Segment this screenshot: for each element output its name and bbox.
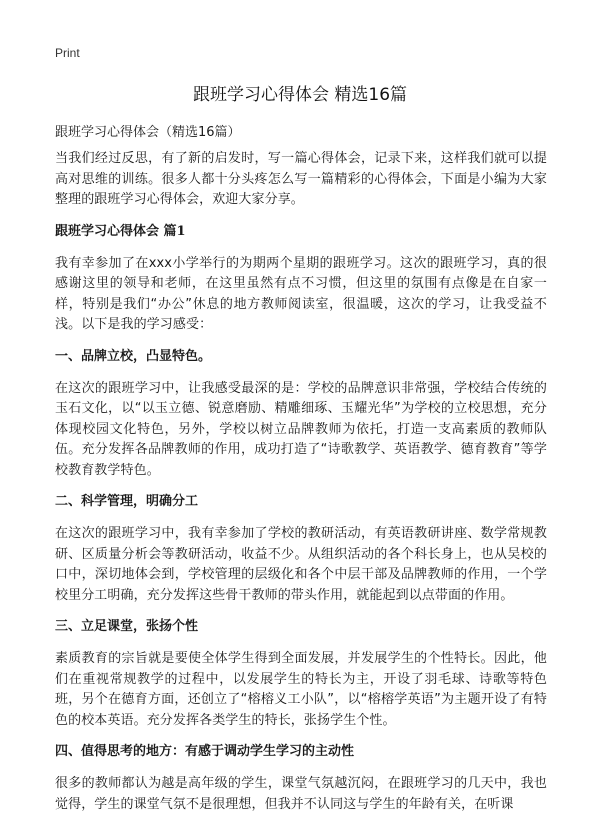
section-body-4: 很多的教师都认为越是高年级的学生，课堂气氛越沉闷，在跟班学习的几天中，我也觉得，学生的课堂气氛不是很理想，但我并不认同这与学生的年龄有关，在听课: [55, 776, 547, 812]
section-heading-3: 三、立足课堂，张扬个性: [55, 619, 199, 634]
section-heading-4: 四、值得思考的地方：有感于调动学生学习的主动性: [55, 744, 355, 759]
section-body-1: 在这次的跟班学习中，让我感受最深的是：学校的品牌意识非常强，学校结合传统的玉石文化，以“以玉立德、锐意磨励、精雕细琢、玉耀光华”为学校的立校思想，充分体现校园文化特色，另外，学校以树立品牌教师为依托，打造一支高素质的教师队伍。充分发挥各品牌教师的作用，成功打造了“诗歌教学、英语教学、德育教育”等学校教育教学特色。: [55, 380, 547, 478]
article-intro-paragraph: 我有幸参加了在xxx小学举行的为期两个星期的跟班学习。这次的跟班学习，真的很感谢这里的领导和老师，在这里虽然有点不习惯，但这里的氛围有点像是在自家一样，特别是我们“办公”休息的地方教师阅读室，很温暖，这次的学习，让我受益不浅。以下是我的学习感受：: [55, 255, 547, 332]
document-subtitle: 跟班学习心得体会（精选16篇）: [55, 125, 241, 140]
page-title: 跟班学习心得体会 精选16篇: [192, 85, 408, 105]
section-body-3: 素质教育的宗旨就是要使全体学生得到全面发展，并发展学生的个性特长。因此，他们在重视常规教学的过程中，以发展学生的特长为主，开设了羽毛球、诗歌等特色班，另个在德育方面，还创立了“榕榕义工小队”，以“榕榕学英语”为主题开设了有特色的校本英语。充分发挥各类学生的特长，张扬学生个性。: [55, 651, 547, 728]
article-content: [55, 149, 547, 826]
print-link[interactable]: Print: [55, 46, 80, 60]
intro-paragraph: 当我们经过反思，有了新的启发时，写一篇心得体会，记录下来，这样我们就可以提高对思维的训练。很多人都十分头疼怎么写一篇精彩的心得体会，下面是小编为大家整理的跟班学习心得体会，欢迎大家分享。: [55, 151, 547, 207]
article-heading: 跟班学习心得体会 篇1: [55, 223, 186, 239]
section-body-2: 在这次的跟班学习中，我有幸参加了学校的教研活动，有英语教研讲座、数学常规教研、区质量分析会等教研活动，收益不少。从组织活动的各个科长身上，也从吴校的口中，深切地体会到，学校管理的层级化和各个中层干部及品牌教师的作用，一个学校里分工明确，充分发挥这些骨干教师的带头作用，就能起到以点带面的作用。: [55, 526, 547, 603]
section-heading-2: 二、科学管理，明确分工: [55, 494, 199, 509]
section-heading-1: 一、品牌立校，凸显特色。: [55, 348, 212, 364]
